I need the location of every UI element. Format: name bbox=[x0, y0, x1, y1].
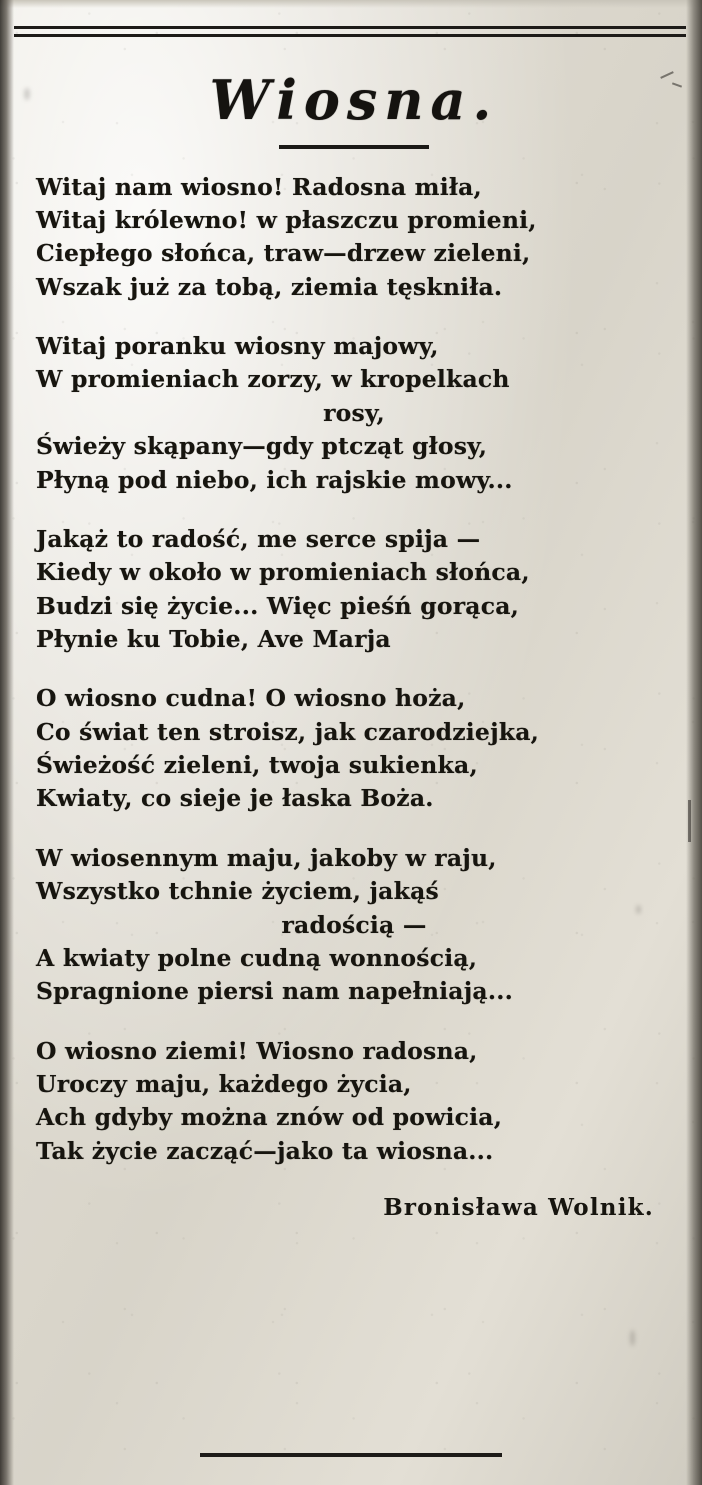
poem-line: Wszak już za tobą, ziemia tęskniła. bbox=[36, 272, 503, 301]
poem-line: Spragnione piersi nam napełniają... bbox=[36, 977, 513, 1006]
poem-line: W wiosennym maju, jakoby w raju, bbox=[36, 843, 497, 872]
top-double-rule bbox=[14, 26, 686, 37]
scan-artifact bbox=[24, 88, 30, 100]
poem-line: Płynie ku Tobie, Ave Marja bbox=[36, 625, 391, 653]
poem-stanza bbox=[36, 330, 672, 497]
poem-line: W promieniach zorzy, w kropelkach bbox=[36, 365, 510, 394]
poem-line: rosy, bbox=[323, 398, 385, 427]
scan-top-edge bbox=[0, 0, 702, 8]
scan-left-edge bbox=[0, 0, 14, 1485]
poem-stanza bbox=[36, 523, 672, 656]
poem-column bbox=[36, 52, 672, 1435]
poem-stanza bbox=[36, 1035, 672, 1168]
poem-line: O wiosno cudna! O wiosno hoża, bbox=[36, 684, 466, 713]
scan-right-edge bbox=[686, 0, 702, 1485]
poem-line: Świeży skąpany—gdy ptcząt głosy, bbox=[36, 432, 488, 461]
poem-line: Ach gdyby można znów od powicia, bbox=[36, 1103, 503, 1132]
poem-line: Uroczy maju, każdego życia, bbox=[36, 1069, 412, 1098]
poem-line: radością — bbox=[281, 910, 427, 939]
scan-artifact bbox=[672, 82, 682, 87]
poem-stanza bbox=[36, 682, 672, 815]
poem-line: Witaj poranku wiosny majowy, bbox=[36, 332, 439, 361]
author-signature: Bronisława Wolnik. bbox=[383, 1194, 654, 1222]
poem-line: Budzi się życie... Więc pieśń gorąca, bbox=[36, 591, 520, 620]
poem-line: Kwiaty, co sieje je łaska Boża. bbox=[36, 784, 434, 813]
poem-line: Witaj nam wiosno! Radosna miła, bbox=[36, 172, 482, 201]
bottom-rule bbox=[200, 1453, 502, 1457]
poem-line: Płyną pod niebo, ich rajskie mowy... bbox=[36, 465, 513, 494]
poem-line: A kwiaty polne cudną wonnością, bbox=[36, 943, 478, 972]
poem-line: Ciepłego słońca, traw—drzew zieleni, bbox=[36, 239, 531, 268]
poem-line: Kiedy w około w promieniach słońca, bbox=[36, 558, 530, 587]
poem-line: Witaj królewno! w płaszczu promieni, bbox=[36, 206, 537, 235]
poem-line: Wszystko tchnie życiem, jakąś bbox=[36, 877, 439, 906]
poem-line: Jakąż to radość, me serce spija — bbox=[36, 524, 481, 553]
poem-line: Tak życie zacząć—jako ta wiosna... bbox=[36, 1136, 494, 1165]
poem-line: Co świat ten stroisz, jak czarodziejka, bbox=[36, 717, 540, 746]
poem-stanza bbox=[36, 171, 672, 304]
poem-line: O wiosno ziemi! Wiosno radosna, bbox=[36, 1036, 478, 1065]
title-divider bbox=[279, 145, 429, 149]
poem-stanza bbox=[36, 842, 672, 1009]
poem-line: Świeżość zieleni, twoja sukienka, bbox=[36, 751, 478, 780]
page-title: Wiosna. bbox=[209, 68, 499, 132]
